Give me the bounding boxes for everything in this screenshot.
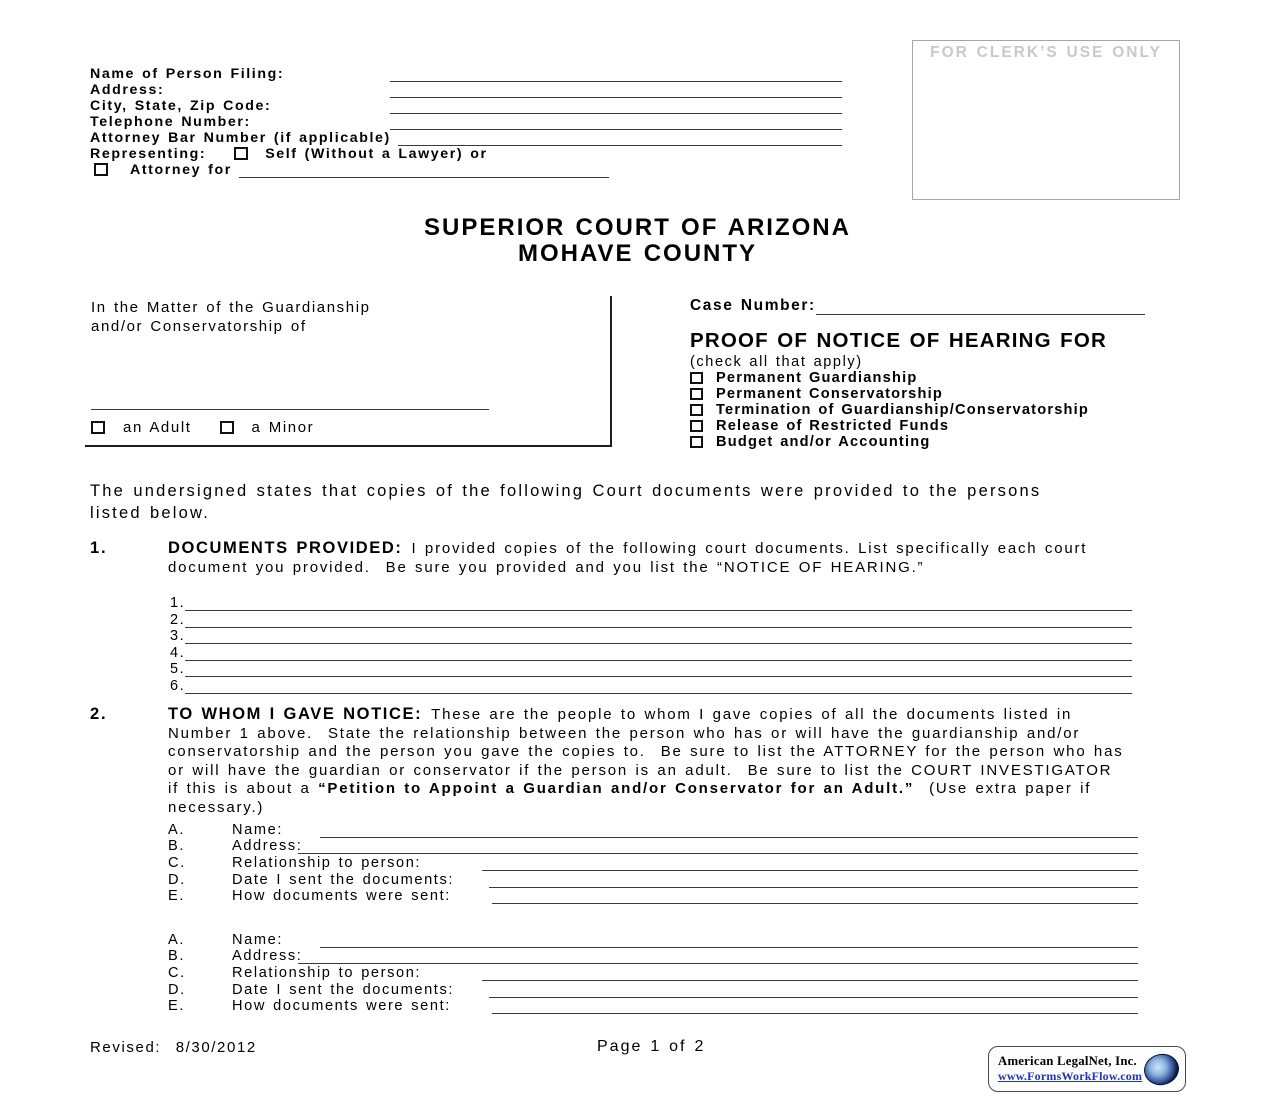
filer-bar-label: Attorney Bar Number (if applicable) <box>90 130 398 146</box>
section-1 <box>90 539 1128 577</box>
letter-c: C. <box>168 855 186 872</box>
filer-name-row <box>90 66 842 82</box>
how-sent-label: How documents were sent: <box>232 888 459 905</box>
filer-phone-label: Telephone Number: <box>90 114 251 130</box>
document-line-1-blank[interactable] <box>185 594 1132 611</box>
recipient-1-how-blank[interactable] <box>492 887 1138 905</box>
section-2-text <box>168 705 1131 818</box>
case-number-row <box>690 297 1145 315</box>
filer-info-block <box>90 66 842 178</box>
recipient-1-address-blank[interactable] <box>298 837 1138 855</box>
name-label: Name: <box>232 821 291 838</box>
formsworkflow-link[interactable]: www.FormsWorkFlow.com <box>998 1069 1143 1083</box>
case-number-blank[interactable] <box>816 296 1145 315</box>
filer-address-label: Address: <box>90 82 165 98</box>
self-checkbox[interactable] <box>234 147 248 160</box>
court-title-line2: MOHAVE COUNTY <box>517 240 758 267</box>
document-line-3 <box>170 628 1132 644</box>
attorney-for-blank[interactable] <box>239 163 609 178</box>
matter-text <box>85 296 610 336</box>
recipient-2-how-blank[interactable] <box>492 997 1138 1015</box>
recipient-block-1 <box>168 821 1138 904</box>
adult-minor-row <box>91 419 314 436</box>
recipient-block-2 <box>168 931 1138 1014</box>
document-line-2-number: 2. <box>170 611 186 628</box>
recipient-1-how-row <box>168 888 1138 905</box>
letter-b: B. <box>168 948 185 965</box>
minor-checkbox[interactable] <box>220 421 234 434</box>
legalnet-logo-box <box>988 1046 1186 1092</box>
permanent-conservatorship-checkbox[interactable] <box>690 388 703 400</box>
document-line-5-blank[interactable] <box>185 660 1132 677</box>
option-row-budget <box>690 435 1145 451</box>
matter-line2: and/or Conservatorship of <box>91 318 307 335</box>
address-label: Address: <box>232 838 303 855</box>
self-option-label: Self (Without a Lawyer) or <box>265 146 488 162</box>
form-heading: PROOF OF NOTICE OF HEARING FOR <box>690 329 1108 352</box>
relationship-label: Relationship to person: <box>232 855 429 872</box>
date-sent-label: Date I sent the documents: <box>232 981 462 998</box>
section-2-body-before: These are the people to whom I gave copies of all the documents listed in Number 1 above. State the relationship between the person who has or will have the guardianship and/or conservatorship and the person you gave the copies to. Be sure to list the ATTORNEY for the person who has or will have the guardian or conservator if the person is an adult. Be sure to list the COURT INVESTIGATOR if this is about a <box>168 706 1131 798</box>
how-sent-label: How documents were sent: <box>232 998 459 1015</box>
recipient-1-address-row <box>168 838 1138 855</box>
adult-checkbox[interactable] <box>91 421 105 434</box>
permanent-guardianship-label: Permanent Guardianship <box>716 370 918 387</box>
form-subheading: (check all that apply) <box>690 354 863 370</box>
caption-right <box>690 297 1145 450</box>
termination-checkbox[interactable] <box>690 404 703 416</box>
recipient-1-date-blank[interactable] <box>489 870 1138 888</box>
legalnet-logo-text <box>989 1054 1144 1084</box>
section-2-body-after: (Use extra paper if necessary.) <box>168 780 1099 816</box>
section-1-text <box>168 539 1128 577</box>
termination-label: Termination of Guardianship/Conservatorship <box>716 402 1089 419</box>
filer-bar-blank[interactable] <box>398 129 842 146</box>
document-list <box>170 595 1132 694</box>
adult-label: an Adult <box>123 419 192 436</box>
document-line-6-blank[interactable] <box>185 676 1132 693</box>
globe-icon <box>1141 1050 1182 1089</box>
date-sent-label: Date I sent the documents: <box>232 871 462 888</box>
option-row-restricted-funds <box>690 418 1145 434</box>
filer-city-label: City, State, Zip Code: <box>90 98 272 114</box>
filer-address-row <box>90 82 842 98</box>
permanent-guardianship-checkbox[interactable] <box>690 372 703 384</box>
section-2-heading: TO WHOM I GAVE NOTICE: <box>168 705 423 723</box>
name-label: Name: <box>232 931 291 948</box>
budget-checkbox[interactable] <box>690 436 703 448</box>
section-1-heading: DOCUMENTS PROVIDED: <box>168 539 403 557</box>
letter-b: B. <box>168 838 185 855</box>
filer-city-blank[interactable] <box>390 97 842 114</box>
recipient-1-relationship-blank[interactable] <box>482 853 1138 871</box>
filer-phone-blank[interactable] <box>390 113 842 130</box>
filer-name-label: Name of Person Filing: <box>90 66 285 82</box>
document-line-5-number: 5. <box>170 661 186 678</box>
court-title <box>0 215 1275 267</box>
attorney-for-label: Attorney for <box>130 162 239 178</box>
letter-d: D. <box>168 871 186 888</box>
section-2 <box>90 705 1131 818</box>
representing-row <box>90 146 842 162</box>
case-number-label: Case Number: <box>690 297 816 314</box>
section-1-number: 1. <box>90 539 108 557</box>
budget-label: Budget and/or Accounting <box>716 434 931 451</box>
document-line-5 <box>170 661 1132 677</box>
document-line-4-number: 4. <box>170 644 186 661</box>
revised-date: Revised: 8/30/2012 <box>90 1039 257 1056</box>
clerk-use-box <box>912 40 1180 200</box>
attorney-for-row <box>90 162 842 178</box>
document-line-3-number: 3. <box>170 628 186 645</box>
representing-label: Representing: <box>90 146 207 162</box>
recipient-2-date-row <box>168 981 1138 998</box>
filer-bar-row <box>90 130 842 146</box>
restricted-funds-label: Release of Restricted Funds <box>716 418 950 435</box>
letter-a: A. <box>168 821 185 838</box>
restricted-funds-checkbox[interactable] <box>690 420 703 432</box>
letter-d: D. <box>168 981 186 998</box>
matter-line1: In the Matter of the Guardianship <box>91 299 371 316</box>
filer-name-blank[interactable] <box>390 65 842 82</box>
ward-name-blank[interactable] <box>91 409 489 410</box>
recipient-2-relationship-row <box>168 964 1138 981</box>
legalnet-company-name: American LegalNet, Inc. <box>998 1054 1137 1068</box>
option-row-conservatorship <box>690 386 1145 402</box>
recipient-2-address-blank[interactable] <box>298 947 1138 965</box>
section-2-number: 2. <box>90 705 108 723</box>
letter-e: E. <box>168 888 185 905</box>
filer-address-blank[interactable] <box>390 81 842 98</box>
relationship-label: Relationship to person: <box>232 965 429 982</box>
document-line-6-number: 6. <box>170 677 186 694</box>
section-1-body: I provided copies of the following court documents. List specifically each court document you provided. Be sure you provided and you list the “NOTICE OF HEARING.” <box>168 540 1095 576</box>
court-title-line1: SUPERIOR COURT OF ARIZONA <box>424 214 851 241</box>
option-row-guardianship <box>690 370 1145 386</box>
caption-box <box>85 296 612 447</box>
letter-e: E. <box>168 998 185 1015</box>
recipient-1-name-blank[interactable] <box>320 820 1138 838</box>
recipient-2-name-row <box>168 931 1138 948</box>
document-line-4 <box>170 644 1132 660</box>
recipient-2-address-row <box>168 948 1138 965</box>
page-number: Page 1 of 2 <box>597 1038 706 1055</box>
document-line-4-blank[interactable] <box>185 643 1132 660</box>
permanent-conservatorship-label: Permanent Conservatorship <box>716 386 943 403</box>
filer-city-row <box>90 98 842 114</box>
attorney-checkbox[interactable] <box>94 163 108 176</box>
letter-a: A. <box>168 931 185 948</box>
recipient-2-name-blank[interactable] <box>320 930 1138 948</box>
document-line-1-number: 1. <box>170 595 186 612</box>
recipient-2-date-blank[interactable] <box>489 980 1138 998</box>
document-line-6 <box>170 677 1132 693</box>
document-line-2-blank[interactable] <box>185 610 1132 627</box>
section-2-bold-phrase: “Petition to Appoint a Guardian and/or Conservator for an Adult.” <box>318 780 915 798</box>
recipient-2-how-row <box>168 998 1138 1015</box>
filer-phone-row <box>90 114 842 130</box>
document-line-2 <box>170 611 1132 627</box>
recipient-1-date-row <box>168 871 1138 888</box>
letter-c: C. <box>168 965 186 982</box>
document-line-3-blank[interactable] <box>185 627 1132 644</box>
document-line-1 <box>170 595 1132 611</box>
clerk-use-label: FOR CLERK’S USE ONLY <box>930 44 1162 61</box>
address-label: Address: <box>232 948 303 965</box>
option-row-termination <box>690 402 1145 418</box>
recipient-1-relationship-row <box>168 854 1138 871</box>
minor-label: a Minor <box>251 419 315 436</box>
intro-paragraph: The undersigned states that copies of the following Court documents were provided to the persons listed below. <box>90 482 1050 522</box>
recipient-1-name-row <box>168 821 1138 838</box>
recipient-2-relationship-blank[interactable] <box>482 963 1138 981</box>
